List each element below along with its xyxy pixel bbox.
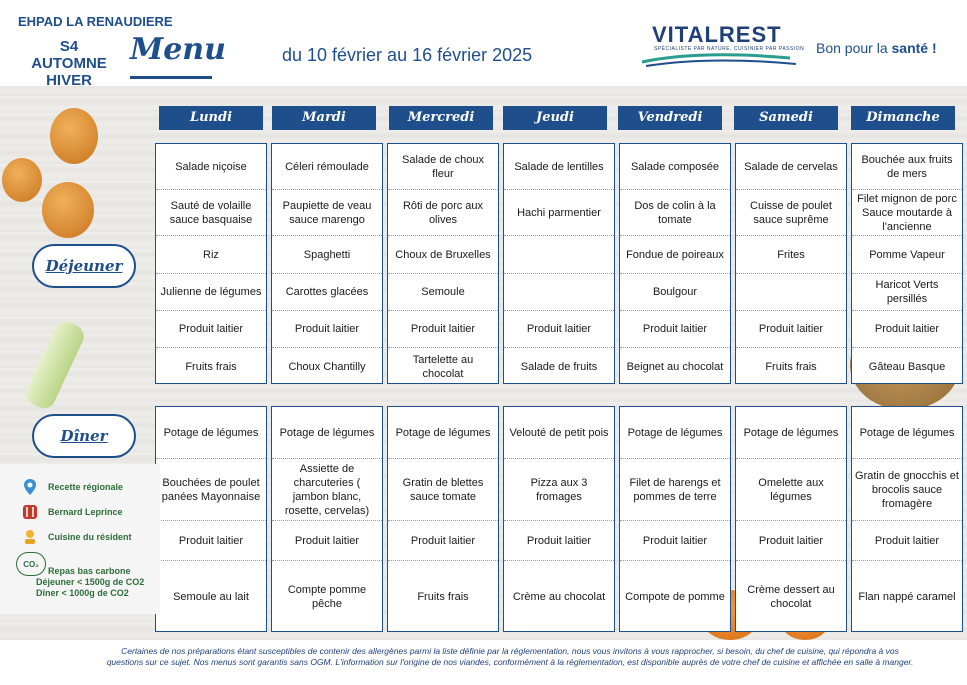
lunch-dish: [504, 236, 614, 274]
dinner-dish: Fruits frais: [417, 591, 469, 603]
footer-line-2: questions sur ce sujet. Nos menus sont garantis sans OGM. L'information sur l'origine de nos viandes, conformément à la réglementation, est disponible auprès de votre chef de cuisine et affichée en salle à manger.: [106, 657, 914, 667]
tagline-emphasis: santé !: [891, 40, 937, 56]
day-header-0: Lundi: [159, 106, 263, 130]
season-line-2: HIVER: [46, 72, 92, 89]
lunch-dish: Filet mignon de porc Sauce moutarde à l'ancienne: [852, 190, 962, 236]
chef-cutlery-icon: [20, 502, 40, 522]
brand-swoosh-icon: [640, 50, 800, 70]
dinner-dish: Potage de légumes: [272, 407, 382, 459]
lunch-dish: Choux Chantilly: [288, 360, 366, 373]
lunch-dish: Semoule: [388, 274, 498, 311]
lunch-dish: Choux de Bruxelles: [388, 236, 498, 274]
establishment-name: EHPAD LA RENAUDIERE: [18, 14, 173, 29]
season-line-1: AUTOMNE: [31, 55, 107, 72]
day-header-1: Mardi: [272, 106, 376, 130]
dinner-dish: Semoule au lait: [173, 591, 249, 603]
dinner-dish: Bouchées de poulet panées Mayonnaise: [156, 459, 266, 521]
dinner-dish: Assiette de charcuteries ( jambon blanc, rosette, cervelas): [272, 459, 382, 521]
week-code: S4: [59, 38, 79, 55]
lunch-dish: Hachi parmentier: [504, 190, 614, 236]
lunch-dish: [736, 274, 846, 311]
dinner-dish: Potage de légumes: [736, 407, 846, 459]
dinner-block-day-6: [851, 406, 963, 632]
dinner-dish: Produit laitier: [388, 521, 498, 561]
day-header-3: Jeudi: [503, 106, 607, 130]
lunch-dish: Produit laitier: [156, 311, 266, 348]
vitalrest-logo: [640, 20, 805, 72]
legend-regional-label: Recette régionale: [48, 482, 124, 492]
lunch-dish: [504, 274, 614, 311]
day-header-2: Mercredi: [389, 106, 493, 130]
lunch-dish: Salade niçoise: [156, 144, 266, 190]
lunch-dish: Salade de cervelas: [736, 144, 846, 190]
dinner-block-day-4: [619, 406, 731, 632]
lunch-block-day-4: [619, 143, 731, 384]
dinner-block-day-5: [735, 406, 847, 632]
dinner-dish: Potage de légumes: [852, 407, 962, 459]
onion-decoration: [42, 182, 94, 238]
brand-name: VITALREST: [652, 22, 782, 47]
dinner-dish: Velouté de petit pois: [504, 407, 614, 459]
lunch-block-day-6: [851, 143, 963, 384]
lunch-dish: Produit laitier: [736, 311, 846, 348]
lunch-dish: Beignet au chocolat: [626, 360, 724, 373]
legend-carbon: [36, 566, 144, 599]
allergen-footer: [60, 646, 960, 668]
menu-title: Menu: [130, 32, 226, 67]
dinner-block-day-2: [387, 406, 499, 632]
lunch-dish: Produit laitier: [504, 311, 614, 348]
lunch-dish: Sauté de volaille sauce basquaise: [156, 190, 266, 236]
lunch-dish: Haricot Verts persillés: [852, 274, 962, 311]
lunch-dish: Produit laitier: [852, 311, 962, 348]
tagline-prefix: Bon pour la: [816, 40, 892, 56]
lunch-dish: Céleri rémoulade: [272, 144, 382, 190]
resident-cooking-icon: [20, 527, 40, 547]
dinner-dish: Produit laitier: [736, 521, 846, 561]
legend-chef-label: Bernard Leprince: [48, 507, 123, 517]
lunch-block-day-5: [735, 143, 847, 384]
co2-cloud-icon: CO₂: [16, 552, 46, 576]
lunch-dish: Salade de choux fleur: [388, 144, 498, 190]
brand-subtitle: SPÉCIALISTE PAR NATURE, CUISINIER PAR PASSION: [654, 46, 805, 52]
lunch-block-day-2: [387, 143, 499, 384]
lunch-dish: Fruits frais: [765, 360, 817, 373]
tagline: [816, 40, 937, 56]
lunch-dish: Produit laitier: [388, 311, 498, 348]
week-season: [24, 38, 114, 89]
dinner-dish: Omelette aux légumes: [736, 459, 846, 521]
lunch-dish: Carottes glacées: [272, 274, 382, 311]
dinner-dish: Potage de légumes: [388, 407, 498, 459]
dinner-dish: Produit laitier: [620, 521, 730, 561]
dinner-dish: Crème au chocolat: [512, 591, 606, 603]
lunch-block-day-0: [155, 143, 267, 384]
legend-resident-label: Cuisine du résident: [48, 532, 132, 542]
dinner-block-day-1: [271, 406, 383, 632]
dinner-block-day-3: [503, 406, 615, 632]
day-header-4: Vendredi: [618, 106, 722, 130]
legend-regional: [20, 477, 123, 497]
lunch-dish: Spaghetti: [272, 236, 382, 274]
lunch-block-day-3: [503, 143, 615, 384]
day-header-5: Samedi: [734, 106, 838, 130]
dinner-dish: Filet de harengs et pommes de terre: [620, 459, 730, 521]
dinner-dish: Produit laitier: [156, 521, 266, 561]
day-header-6: Dimanche: [851, 106, 955, 130]
lunch-dish: Salade de fruits: [520, 360, 598, 373]
dinner-dish: Gratin de blettes sauce tomate: [388, 459, 498, 521]
lunch-dish: Fondue de poireaux: [620, 236, 730, 274]
lunch-dish: Pomme Vapeur: [852, 236, 962, 274]
lunch-dish: Produit laitier: [272, 311, 382, 348]
dinner-dish: Produit laitier: [504, 521, 614, 561]
dinner-dish: Gratin de gnocchis et brocolis sauce fromagère: [852, 459, 962, 521]
lunch-dish: Paupiette de veau sauce marengo: [272, 190, 382, 236]
lunch-dish: Rôti de porc aux olives: [388, 190, 498, 236]
dinner-dish: Potage de légumes: [620, 407, 730, 459]
carbon-lunch: Déjeuner < 1500g de CO2: [36, 577, 145, 587]
lunch-label: Déjeuner: [32, 244, 136, 288]
dinner-dish: Produit laitier: [852, 521, 962, 561]
lunch-dish: Dos de colin à la tomate: [620, 190, 730, 236]
legend-chef: [20, 502, 123, 522]
carbon-title: Repas bas carbone: [48, 566, 131, 576]
lunch-dish: Julienne de légumes: [156, 274, 266, 311]
dinner-dish: Pizza aux 3 fromages: [504, 459, 614, 521]
date-range: du 10 février au 16 février 2025: [282, 45, 533, 65]
onion-decoration: [2, 158, 42, 202]
onion-decoration: [50, 108, 98, 164]
dinner-block-day-0: [155, 406, 267, 632]
lunch-dish: Gâteau Basque: [868, 360, 946, 373]
lunch-dish: Frites: [736, 236, 846, 274]
lunch-dish: Bouchée aux fruits de mers: [852, 144, 962, 190]
dinner-label: Dîner: [32, 414, 136, 458]
lunch-dish: Salade composée: [620, 144, 730, 190]
dinner-dish: Produit laitier: [272, 521, 382, 561]
dinner-dish: Potage de légumes: [156, 407, 266, 459]
lunch-dish: Produit laitier: [620, 311, 730, 348]
dinner-dish: Compte pomme pêche: [287, 584, 367, 610]
carbon-dinner: Dîner < 1000g de CO2: [36, 588, 129, 598]
lunch-dish: Boulgour: [620, 274, 730, 311]
lunch-block-day-1: [271, 143, 383, 384]
location-pin-icon: [20, 477, 40, 497]
footer-line-1: Certaines de nos préparations étant susceptibles de contenir des allergènes parmi la liste définie par la réglementation, nous vous invitons à vous rapprocher, si besoin, du chef de cuisine, qui répondra à vos: [121, 646, 899, 656]
dinner-dish: Compote de pomme: [625, 591, 725, 603]
dinner-dish: Flan nappé caramel: [858, 591, 956, 603]
lunch-dish: Fruits frais: [185, 360, 237, 373]
dinner-dish: Crème dessert au chocolat: [747, 584, 835, 610]
legend-resident: [20, 527, 132, 547]
lunch-dish: Riz: [156, 236, 266, 274]
lunch-dish: Tartelette au chocolat: [412, 353, 474, 380]
menu-title-underline: [130, 76, 212, 79]
lunch-dish: Salade de lentilles: [504, 144, 614, 190]
lunch-dish: Cuisse de poulet sauce suprême: [736, 190, 846, 236]
